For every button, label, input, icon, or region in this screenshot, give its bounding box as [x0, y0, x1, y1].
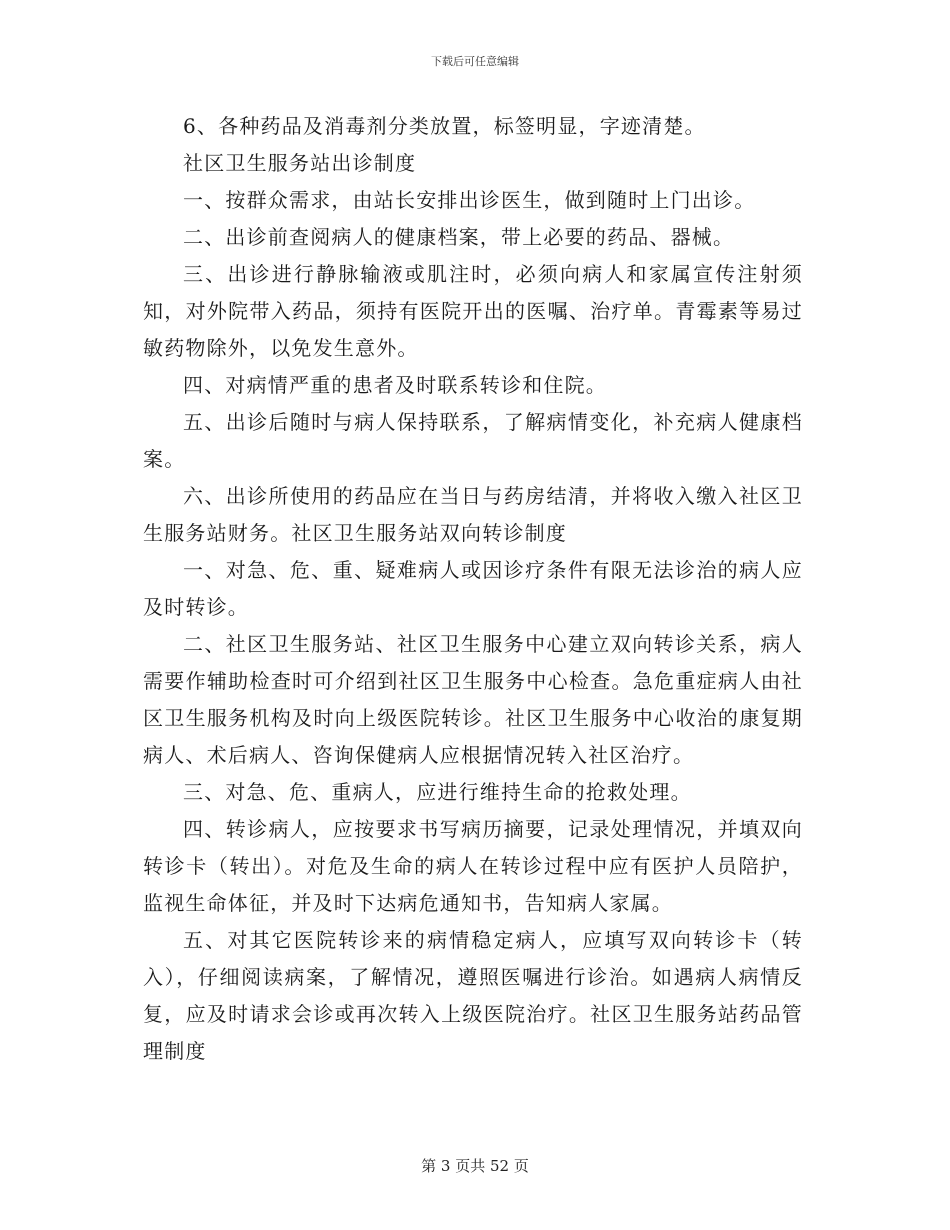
paragraph: 三、对急、危、重病人，应进行维持生命的抢救处理。 [183, 780, 692, 804]
paragraph: 二、社区卫生服务站、社区卫生服务中心建立双向转诊关系，病人需要作辅助检查时可介绍到社区卫生服务中心检查。急危重症病人由社区卫生服务机构及时向上级医院转诊。社区卫生服务中心收治的康复期病人、术后病人、咨询保健病人应根据情况转入社区治疗。 [143, 632, 803, 767]
section-title: 社区卫生服务站出诊制度 [183, 151, 417, 175]
document-body [143, 108, 803, 1070]
page-header: 下载后可任意编辑 [431, 55, 519, 68]
paragraph: 六、出诊所使用的药品应在当日与药房结清，并将收入缴入社区卫生服务站财务。社区卫生服务站双向转诊制度 [143, 484, 803, 545]
paragraph: 6、各种药品及消毒剂分类放置，标签明显，字迹清楚。 [183, 114, 706, 138]
paragraph: 四、转诊病人，应按要求书写病历摘要，记录处理情况，并填双向转诊卡（转出）。对危及生命的病人在转诊过程中应有医护人员陪护，监视生命体征，并及时下达病危通知书，告知病人家属。 [143, 817, 803, 915]
page-footer: 第 3 页共 52 页 [421, 1157, 529, 1175]
paragraph: 五、对其它医院转诊来的病情稳定病人，应填写双向转诊卡（转入），仔细阅读病案，了解情况，遵照医嘱进行诊治。如遇病人病情反复，应及时请求会诊或再次转入上级医院治疗。社区卫生服务站药品管理制度 [143, 928, 803, 1063]
paragraph: 一、按群众需求，由站长安排出诊医生，做到随时上门出诊。 [183, 188, 756, 212]
paragraph: 四、对病情严重的患者及时联系转诊和住院。 [183, 373, 607, 397]
paragraph: 一、对急、危、重、疑难病人或因诊疗条件有限无法诊治的病人应及时转诊。 [143, 558, 803, 619]
paragraph: 二、出诊前查阅病人的健康档案，带上必要的药品、器械。 [183, 225, 735, 249]
paragraph: 三、出诊进行静脉输液或肌注时，必须向病人和家属宣传注射须知，对外院带入药品，须持有医院开出的医嘱、治疗单。青霉素等易过敏药物除外，以免发生意外。 [143, 262, 803, 360]
paragraph: 五、出诊后随时与病人保持联系，了解病情变化，补充病人健康档案。 [143, 410, 803, 471]
